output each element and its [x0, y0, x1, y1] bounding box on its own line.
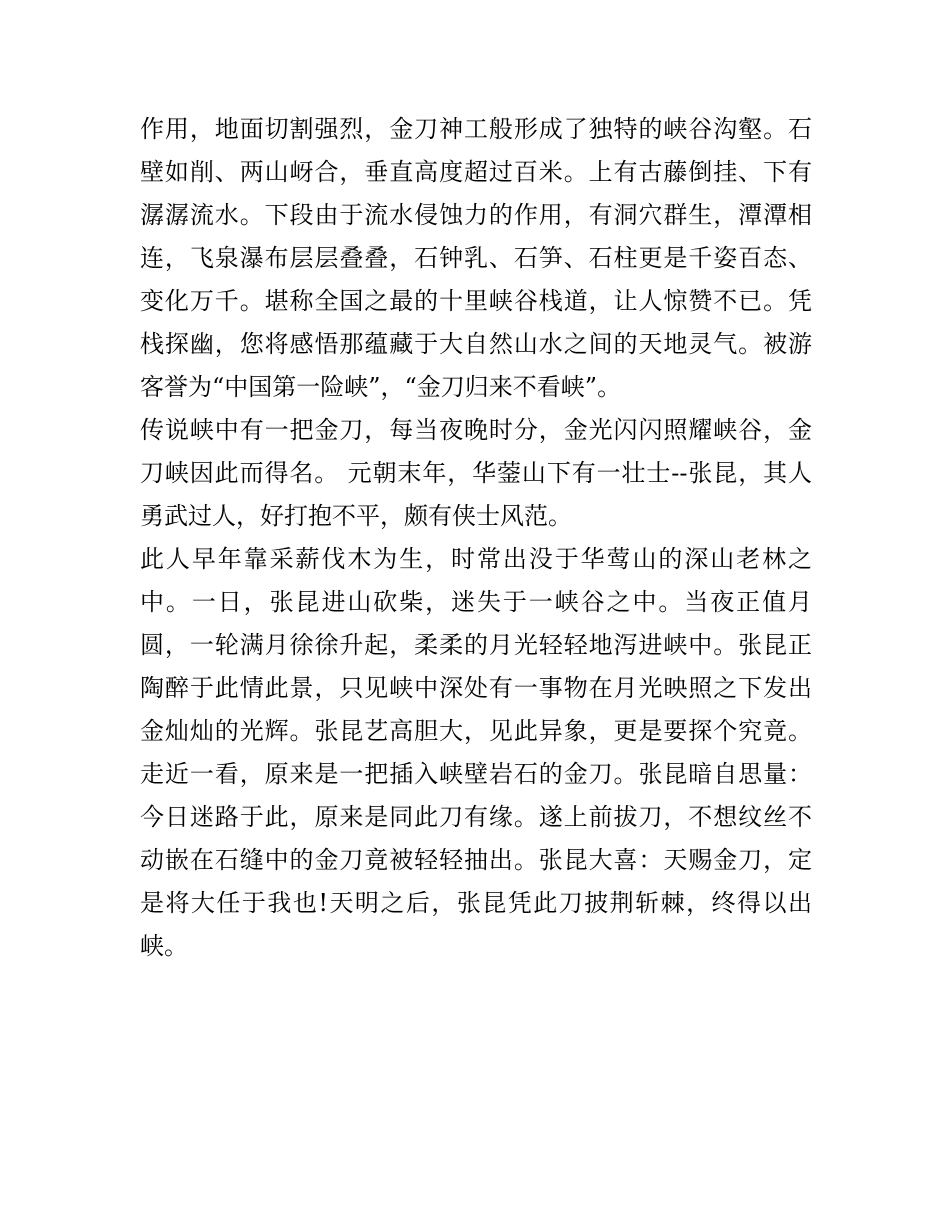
text-line: 刀峡因此而得名。 元朝末年，华蓥山下有一壮士--张昆，其人: [140, 459, 812, 487]
text-line: 变化万千。堪称全国之最的十里峡谷栈道，让人惊赞不已。凭: [140, 287, 812, 315]
text-line: 壁如削、两山岈合，垂直高度超过百米。上有古藤倒挂、下有: [140, 158, 812, 186]
text-line: 是将大任于我也!天明之后，张昆凭此刀披荆斩棘，终得以出: [140, 889, 812, 917]
text-line: 此人早年靠采薪伐木为生，时常出没于华莺山的深山老林之: [140, 545, 812, 573]
text-line: 传说峡中有一把金刀，每当夜晚时分，金光闪闪照耀峡谷，金: [140, 416, 812, 444]
text-line: 陶醉于此情此景，只见峡中深处有一事物在月光映照之下发出: [140, 674, 812, 702]
text-line: 连，飞泉瀑布层层叠叠，石钟乳、石笋、石柱更是千姿百态、: [140, 244, 812, 272]
text-line: 走近一看，原来是一把插入峡壁岩石的金刀。张昆暗自思量：: [140, 760, 812, 788]
body-text: [140, 108, 812, 968]
text-line: 峡。: [140, 932, 188, 960]
text-line: 圆，一轮满月徐徐升起，柔柔的月光轻轻地泻进峡中。张昆正: [140, 631, 812, 659]
text-line: 客誉为“中国第一险峡”，“金刀归来不看峡”。: [140, 373, 622, 401]
text-line: 今日迷路于此，原来是同此刀有缘。遂上前拔刀，不想纹丝不: [140, 803, 812, 831]
text-line: 动嵌在石缝中的金刀竟被轻轻抽出。张昆大喜：天赐金刀，定: [140, 846, 812, 874]
text-line: 金灿灿的光辉。张昆艺高胆大，见此异象，更是要探个究竟。: [140, 717, 812, 745]
text-line: 勇武过人，好打抱不平，颇有侠士风范。: [140, 502, 572, 530]
text-line: 中。一日，张昆进山砍柴，迷失于一峡谷之中。当夜正值月: [140, 588, 812, 616]
text-line: 作用，地面切割强烈，金刀神工般形成了独特的峡谷沟壑。石: [140, 115, 812, 143]
text-line: 潺潺流水。下段由于流水侵蚀力的作用，有洞穴群生，潭潭相: [140, 201, 812, 229]
text-line: 栈探幽，您将感悟那蕴藏于大自然山水之间的天地灵气。被游: [140, 330, 812, 358]
